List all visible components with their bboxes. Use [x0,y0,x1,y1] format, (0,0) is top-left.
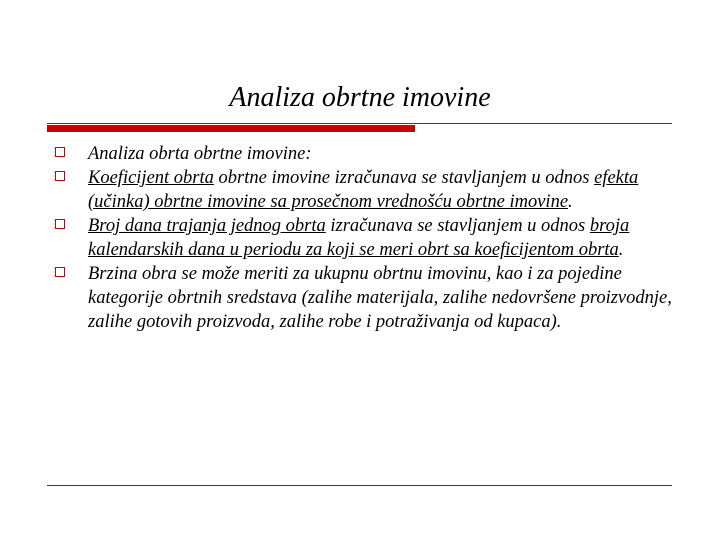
title-divider-thick-bar [47,125,415,132]
bullet-text: . [568,192,573,212]
underlined-term: broja kalendarskih dana u periodu za koji se meri obrt sa koeficijentom obrta [88,216,630,260]
bullet-text: Analiza obrta obrtne imovine: [88,144,312,164]
hollow-square-bullet-icon [55,219,65,229]
hollow-square-bullet-icon [55,267,65,277]
title-divider-thin-line [47,123,672,124]
bullet-item [55,142,675,166]
bullet-text: . [618,240,624,260]
slide-title: Analiza obrtne imovine [229,82,491,113]
title-divider [47,123,672,133]
underlined-term: efekta (učinka) obrtne imovine sa prosečnom vrednošću obrtne imovine [88,168,639,212]
underlined-term: Koeficijent obrta [88,168,214,188]
bullet-item [55,166,675,214]
bullet-item [55,262,675,334]
hollow-square-bullet-icon [55,171,65,181]
bullet-list [55,142,675,334]
bullet-text: obrtne imovine izračunava se stavljanjem u odnos [213,168,595,188]
bullet-text: Brzina obra se može meriti za ukupnu obrtnu imovinu, kao i za pojedine kategorije obrtnih sredstava (zalihe materijala, zalihe nedovršene proizvodnje, zalihe gotovih proizvoda, zalihe robe i potraživanja od kupaca). [88,264,672,332]
bottom-divider [47,485,672,486]
bullet-item [55,214,675,262]
underlined-term: Broj dana trajanja jednog obrta [88,216,326,236]
hollow-square-bullet-icon [55,147,65,157]
bullet-text: izračunava se stavljanjem u odnos [325,216,590,236]
